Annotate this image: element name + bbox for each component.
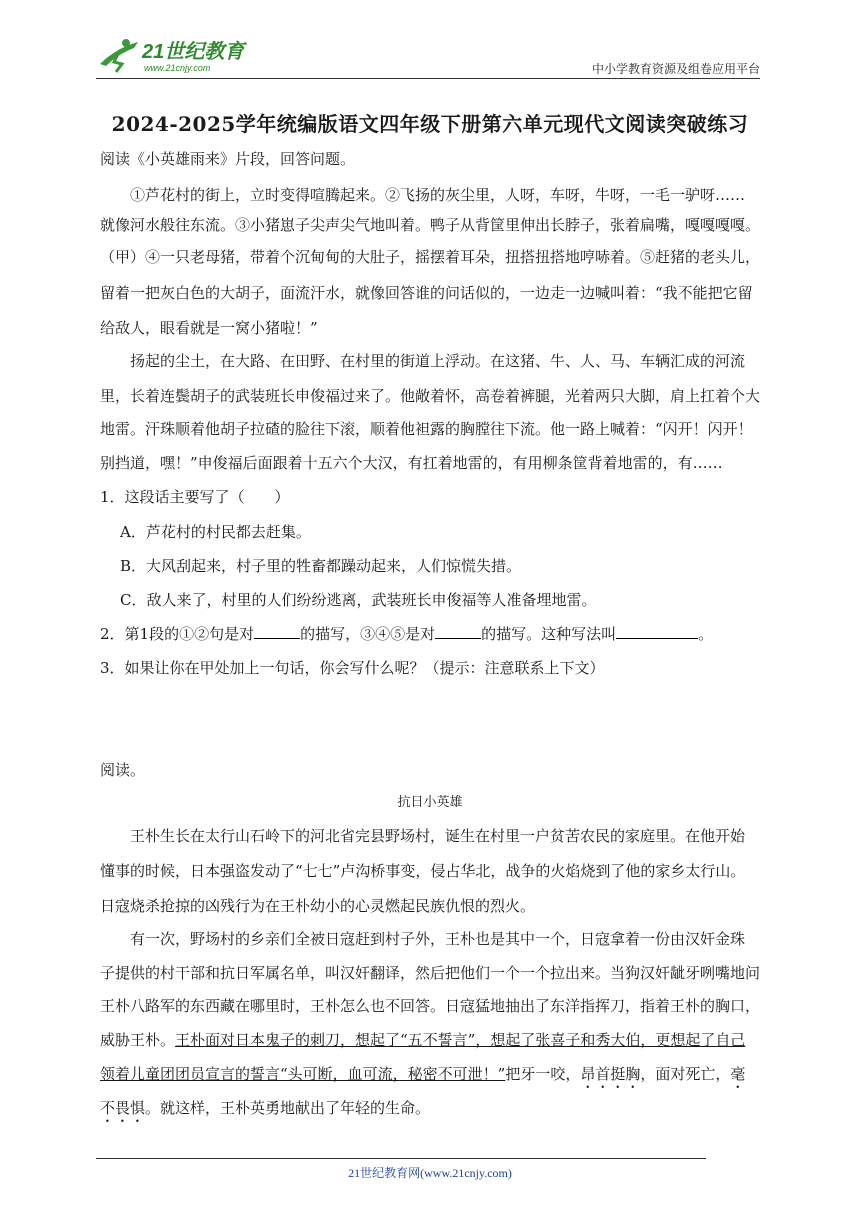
s2-p1-line1: 王朴生长在太行山石岭下的河北省完县野场村，诞生在村里一户贫苦农民的家庭里。在他开始 (130, 827, 746, 845)
footer-divider (96, 1158, 706, 1159)
s2-p2-line5-d: ，面对死亡， (640, 1065, 731, 1083)
q2-text-b: 的描写，③④⑤是对 (300, 625, 436, 643)
q1-option-c: C．敌人来了，村里的人们纷纷逃离，武装班长申俊福等人准备埋地雷。 (120, 591, 597, 609)
logo-url: www.21cnjy.com (144, 63, 211, 73)
page-title: 2024-2025学年统编版语文四年级下册第六单元现代文阅读突破练习 (111, 112, 749, 136)
underlined-sentence-2: 领着儿童团团员宣言的誓言“头可断，血可流，秘密不可泄！” (100, 1065, 506, 1083)
question-1: 1．这段话主要写了（ ） (100, 488, 290, 506)
s1-p2-line3: 地雷。汗珠顺着他胡子拉碴的脸往下滚，顺着他袒露的胸膛往下流。他一路上喊着：“闪开！闪开！ (100, 420, 753, 438)
section1-intro: 阅读《小英雄雨来》片段，回答问题。 (100, 150, 356, 168)
s1-p1-line4: 留着一把灰白色的大胡子，面流汗水，就像回答谁的问话似的，一边走一边喊叫着：“我不能把它留 (100, 284, 753, 302)
s2-p2-line4-a: 威胁王朴。 (100, 1031, 176, 1049)
page-header (96, 30, 760, 78)
s1-p1-line5: 给敌人，眼看就是一窝小猪啦！” (100, 319, 318, 337)
question-3: 3．如果让你在甲处加上一句话，你会写什么呢？（提示：注意联系上下文） (100, 659, 605, 677)
q2-text-d: 。 (698, 625, 714, 643)
s2-p2-line4 (100, 1029, 745, 1051)
question-2 (100, 623, 713, 645)
s1-p2-line2: 里，长着连鬓胡子的武装班长申俊福过来了。他敞着怀，高卷着裤腿，光着两只大脚，肩上扛着个大 (100, 387, 761, 405)
s1-p1-line3: （甲）④一只老母猪，带着个沉甸甸的大肚子，摇摆着耳朵，扭搭扭搭地哼哧着。⑤赶猪的老头儿， (100, 248, 761, 266)
q1-option-b: B．大风刮起来，村子里的牲畜都躁动起来，人们惊慌失措。 (120, 557, 522, 575)
logo-text: 21世纪教育 (142, 41, 245, 63)
dotted-phrase-2b: 不畏惧 (100, 1099, 146, 1117)
passage-title: 抗日小英雄 (397, 795, 463, 810)
s2-p1-line2: 懂事的时候，日本强盗发动了“七七”卢沟桥事变，侵占华北，战争的火焰烧到了他的家乡太行山。 (100, 862, 746, 880)
s2-p2-line5-b: 把牙一咬， (505, 1065, 581, 1083)
s2-p2-line5 (100, 1063, 745, 1092)
q2-text-c: 的描写。这种写法叫 (481, 625, 617, 643)
q2-blank-2[interactable] (435, 624, 481, 639)
s1-p1-line2: 就像河水般往东流。③小猪崽子尖声尖气地叫着。鸭子从背筐里伸出长脖子，张着扁嘴，嘎嘎嘎嘎。 (100, 216, 761, 234)
s2-p2-line2: 子提供的村干部和抗日军属名单，叫汉奸翻译，然后把他们一个一个拉出来。当狗汉奸龇牙咧嘴地问 (100, 964, 761, 982)
q1-option-a: A．芦花村的村民都去赶集。 (120, 523, 311, 541)
s2-p2-line6-b: 。就这样，王朴英勇地献出了年轻的生命。 (145, 1099, 431, 1117)
s2-p1-line3: 日寇烧杀抢掠的凶残行为在王朴幼小的心灵燃起民族仇恨的烈火。 (100, 897, 536, 915)
dotted-phrase-2a: 毫 (730, 1065, 746, 1083)
header-divider (96, 78, 760, 79)
s1-p1-line1: ①芦花村的街上，立时变得喧腾起来。②飞扬的灰尘里，人呀，车呀，牛呀，一毛一驴呀…… (130, 186, 746, 204)
dotted-phrase-1: 昂首挺胸 (580, 1065, 641, 1083)
s1-p2-line4: 别挡道，嘿！”申俊福后面跟着十五六个大汉，有扛着地雷的，有用柳条筐背着地雷的，有…… (100, 454, 723, 472)
q2-text-a: 2．第1段的①②句是对 (100, 625, 255, 643)
q2-blank-1[interactable] (254, 624, 300, 639)
s2-p2-line3: 王朴八路军的东西藏在哪里时，王朴怎么也不回答。日寇猛地抽出了东洋指挥刀，指着王朴的胸口， (100, 997, 761, 1015)
header-platform-text: 中小学教育资源及组卷应用平台 (591, 62, 760, 76)
q2-blank-3[interactable] (616, 624, 698, 639)
section2-intro: 阅读。 (100, 761, 146, 779)
footer-link[interactable]: 21世纪教育网(www.21cnjy.com) (348, 1166, 512, 1180)
logo (96, 34, 266, 76)
s1-p2-line1: 扬起的尘土，在大路、在田野、在村里的街道上浮动。在这猪、牛、人、马、车辆汇成的河流 (130, 352, 746, 370)
s2-p2-line6 (100, 1097, 430, 1126)
s2-p2-line1: 有一次，野场村的乡亲们全被日寇赶到村子外，王朴也是其中一个，日寇拿着一份由汉奸金珠 (130, 930, 746, 948)
underlined-sentence-1: 王朴面对日本鬼子的刺刀，想起了“五不誓言”，想起了张喜子和秀大伯，更想起了自己 (175, 1031, 746, 1049)
